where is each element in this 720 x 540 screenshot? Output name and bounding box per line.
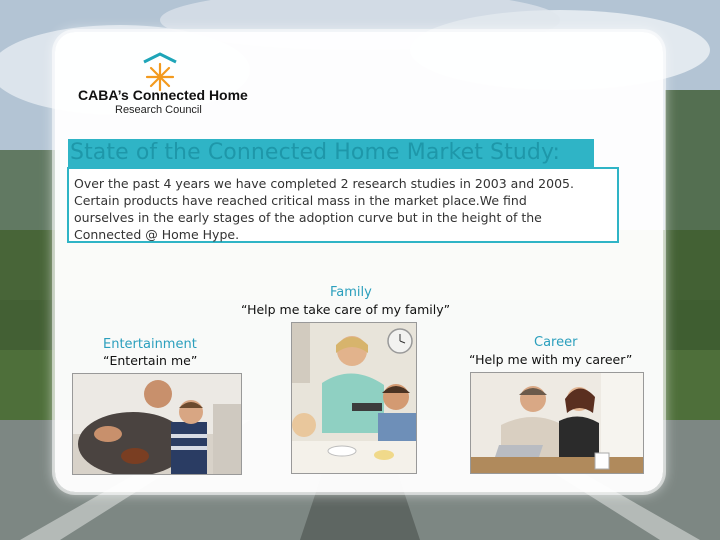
quote-family: “Help me take care of my family” <box>241 302 451 317</box>
logo-title: CABA’s Connected Home <box>78 87 248 103</box>
category-family: Family <box>330 285 372 300</box>
quote-entertainment: “Entertain me” <box>103 353 198 368</box>
description-box <box>67 167 619 243</box>
logo-subtitle: Research Council <box>115 104 202 116</box>
description-line: Certain products have reached critical mass in the market place.We find <box>74 193 527 208</box>
description-line: Over the past 4 years we have completed 2 research studies in 2003 and 2005. <box>74 176 574 191</box>
description-line: ourselves in the early stages of the adoption curve but in the height of the <box>74 210 542 225</box>
category-career: Career <box>534 335 578 350</box>
page-title: State of the Connected Home Market Study: <box>70 140 560 165</box>
couple-at-laptop-photo <box>470 372 644 474</box>
category-entertainment: Entertainment <box>103 337 197 352</box>
family-dining-photo <box>291 322 417 474</box>
quote-career: “Help me with my career” <box>469 352 633 367</box>
description-line: Connected @ Home Hype. <box>74 227 240 242</box>
father-and-son-watching-tv-photo <box>72 373 242 475</box>
